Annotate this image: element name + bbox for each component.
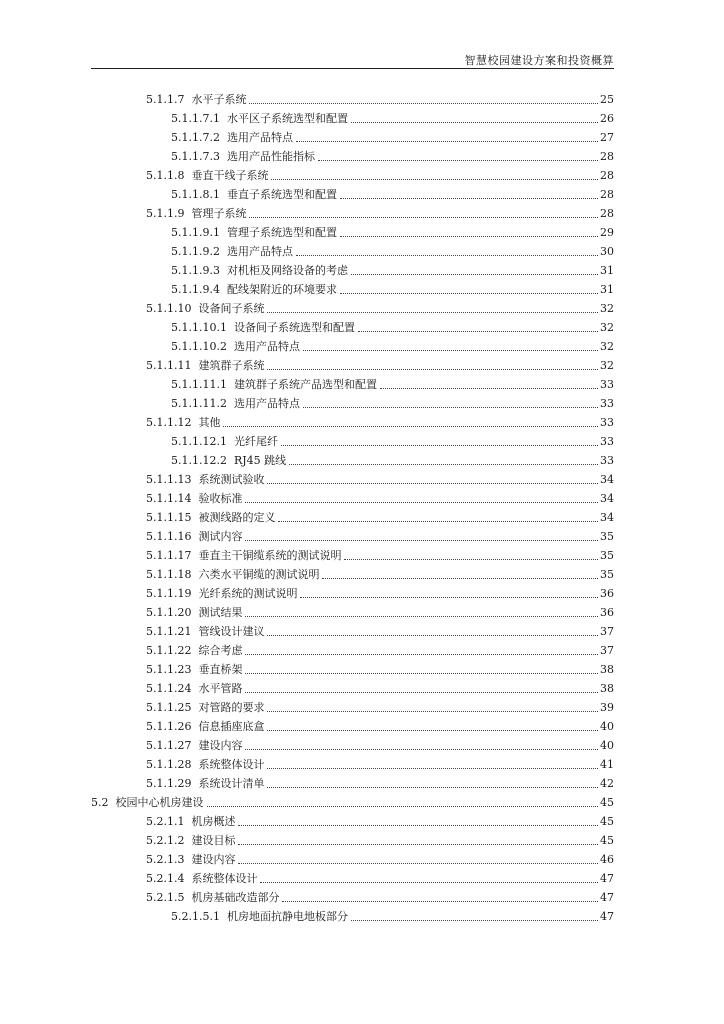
toc-page-number: 33 [600, 416, 614, 429]
toc-entry-number: 5.1.1.16 [146, 530, 192, 543]
toc-entry-number: 5.1.1.24 [146, 682, 192, 695]
toc-entry-number: 5.1.1.15 [146, 511, 192, 524]
toc-entry[interactable] [171, 373, 614, 392]
toc-dot-leader [223, 426, 598, 427]
toc-entry-number: 5.2.1.5 [146, 891, 185, 904]
toc-page-number: 39 [600, 701, 614, 714]
toc-entry-label [146, 416, 220, 430]
toc-entry-title: 管线设计建议 [198, 625, 265, 638]
toc-entry-label [171, 112, 348, 126]
toc-entry-label [171, 435, 278, 449]
toc-entry-label [146, 492, 242, 506]
toc-entry-title: 系统整体设计 [191, 872, 258, 885]
toc-entry-label [146, 606, 242, 620]
toc-entry-label [146, 891, 279, 905]
toc-entry-title: 选用产品特点 [233, 397, 300, 410]
toc-entry[interactable] [146, 715, 614, 734]
toc-entry[interactable] [171, 145, 614, 164]
toc-entry[interactable] [146, 734, 614, 753]
toc-entry-number: 5.1.1.21 [146, 625, 192, 638]
toc-entry-label [146, 473, 264, 487]
toc-entry-title: 设备间子系统 [198, 302, 265, 315]
toc-entry-label [146, 663, 242, 677]
toc-page-number: 33 [600, 454, 614, 467]
toc-dot-leader [296, 141, 598, 142]
toc-entry[interactable] [171, 335, 614, 354]
toc-entry-number: 5.1.1.23 [146, 663, 192, 676]
toc-entry[interactable] [146, 658, 614, 677]
toc-dot-leader [245, 692, 598, 693]
toc-entry-label [146, 758, 264, 772]
toc-page-number: 38 [600, 663, 614, 676]
toc-entry-number: 5.1.1.28 [146, 758, 192, 771]
toc-page-number: 35 [600, 549, 614, 562]
toc-dot-leader [249, 217, 598, 218]
toc-page-number: 34 [600, 492, 614, 505]
toc-entry[interactable] [146, 601, 614, 620]
toc-dot-leader [267, 635, 598, 636]
toc-entry-title: 选用产品性能指标 [226, 150, 315, 163]
toc-entry-label [171, 340, 300, 354]
toc-entry-label [146, 93, 246, 107]
toc-entry-title: 系统测试验收 [198, 473, 265, 486]
toc-entry-title: 垂直桥架 [198, 663, 243, 676]
toc-entry[interactable] [171, 221, 614, 240]
toc-entry-title: 光纤系统的测试说明 [198, 587, 298, 600]
toc-page-number: 33 [600, 435, 614, 448]
toc-page-number: 32 [600, 302, 614, 315]
toc-dot-leader [245, 673, 598, 674]
toc-page-number: 33 [600, 378, 614, 391]
toc-page-number: 47 [600, 910, 614, 923]
toc-entry-label [146, 720, 264, 734]
toc-page-number: 45 [600, 796, 614, 809]
toc-page-number: 33 [600, 397, 614, 410]
toc-entry[interactable] [146, 620, 614, 639]
toc-entry[interactable] [171, 183, 614, 202]
toc-dot-leader [245, 616, 598, 617]
toc-entry-title: 系统设计清单 [198, 777, 265, 790]
toc-page-number: 34 [600, 473, 614, 486]
toc-dot-leader [380, 388, 598, 389]
toc-entry[interactable] [146, 696, 614, 715]
toc-dot-leader [245, 540, 598, 541]
toc-entry-title: 被测线路的定义 [198, 511, 276, 524]
toc-entry[interactable] [91, 791, 614, 810]
toc-dot-leader [340, 236, 598, 237]
toc-entry-title: 机房概述 [191, 815, 236, 828]
toc-entry-title: 建设目标 [191, 834, 236, 847]
toc-entry-title: 垂直干线子系统 [191, 169, 269, 182]
toc-entry[interactable] [146, 563, 614, 582]
toc-dot-leader [238, 844, 598, 845]
toc-entry-number: 5.2.1.2 [146, 834, 185, 847]
toc-entry-number: 5.1.1.10.1 [171, 321, 227, 334]
toc-dot-leader [267, 711, 598, 712]
toc-entry-number: 5.1.1.14 [146, 492, 192, 505]
toc-entry-label [146, 739, 242, 753]
toc-entry-title: 信息插座底盒 [198, 720, 265, 733]
toc-entry-title: 垂直子系统选型和配置 [226, 188, 337, 201]
toc-entry-title: 系统整体设计 [198, 758, 265, 771]
toc-entry-number: 5.1.1.11.2 [171, 397, 227, 410]
toc-entry-label [146, 853, 235, 867]
toc-entry-label [146, 872, 257, 886]
toc-entry[interactable] [171, 392, 614, 411]
toc-entry-title: 其他 [198, 416, 221, 429]
document-title: 智慧校园建设方案和投资概算 [464, 54, 614, 67]
toc-dot-leader [260, 882, 598, 883]
toc-dot-leader [267, 730, 598, 731]
toc-entry-number: 5.1.1.27 [146, 739, 192, 752]
toc-entry-number: 5.1.1.12.1 [171, 435, 227, 448]
toc-entry-label [146, 207, 246, 221]
toc-entry-title: 设备间子系统选型和配置 [233, 321, 355, 334]
toc-dot-leader [267, 483, 598, 484]
toc-entry-number: 5.1.1.9.1 [171, 226, 220, 239]
toc-dot-leader [267, 369, 598, 370]
toc-entry-label [146, 359, 264, 373]
toc-entry-title: RJ45 跳线 [233, 454, 287, 467]
toc-page-number: 40 [600, 739, 614, 752]
toc-dot-leader [267, 768, 598, 769]
toc-entry-title: 机房基础改造部分 [191, 891, 280, 904]
toc-entry[interactable] [146, 810, 614, 829]
toc-entry-title: 六类水平铜缆的测试说明 [198, 568, 320, 581]
toc-entry[interactable] [171, 107, 614, 126]
toc-dot-leader [303, 350, 598, 351]
toc-entry-number: 5.1.1.13 [146, 473, 192, 486]
toc-dot-leader [351, 274, 598, 275]
toc-entry-label [171, 264, 348, 278]
toc-entry-label [171, 283, 337, 297]
toc-entry-number: 5.2.1.4 [146, 872, 185, 885]
toc-entry-title: 校园中心机房建设 [115, 796, 204, 809]
toc-entry-title: 机房地面抗静电地板部分 [226, 910, 348, 923]
toc-entry[interactable] [146, 544, 614, 563]
toc-entry[interactable] [146, 202, 614, 221]
toc-page-number: 31 [600, 283, 614, 296]
toc-entry-number: 5.2 [91, 796, 109, 809]
toc-entry[interactable] [146, 639, 614, 658]
toc-entry-number: 5.1.1.7 [146, 93, 185, 106]
toc-entry-label [146, 530, 242, 544]
toc-entry-label [171, 378, 377, 392]
toc-entry[interactable] [146, 582, 614, 601]
toc-page-number: 25 [600, 93, 614, 106]
toc-entry[interactable] [171, 259, 614, 278]
toc-entry-title: 选用产品特点 [226, 245, 293, 258]
toc-entry[interactable] [146, 677, 614, 696]
toc-page-number: 30 [600, 245, 614, 258]
toc-entry-title: 管理子系统 [191, 207, 247, 220]
toc-entry-label [171, 245, 293, 259]
toc-entry-number: 5.1.1.12 [146, 416, 192, 429]
toc-entry-label [146, 511, 275, 525]
toc-entry-title: 选用产品特点 [233, 340, 300, 353]
toc-page-number: 45 [600, 815, 614, 828]
toc-page-number: 29 [600, 226, 614, 239]
toc-entry-number: 5.1.1.26 [146, 720, 192, 733]
toc-entry-title: 测试内容 [198, 530, 243, 543]
toc-entry-label [171, 226, 337, 240]
toc-entry-number: 5.1.1.19 [146, 587, 192, 600]
toc-page-number: 34 [600, 511, 614, 524]
toc-dot-leader [282, 901, 598, 902]
toc-page-number: 42 [600, 777, 614, 790]
toc-entry-number: 5.1.1.7.1 [171, 112, 220, 125]
toc-dot-leader [245, 502, 598, 503]
toc-page-number: 37 [600, 644, 614, 657]
toc-entry-label [146, 834, 235, 848]
toc-page-number: 32 [600, 340, 614, 353]
toc-page-number: 41 [600, 758, 614, 771]
toc-dot-leader [300, 597, 598, 598]
toc-entry[interactable] [146, 411, 614, 430]
toc-entry-number: 5.1.1.11 [146, 359, 192, 372]
toc-page-number: 28 [600, 188, 614, 201]
toc-entry-number: 5.1.1.9 [146, 207, 185, 220]
toc-entry-label [91, 796, 204, 810]
toc-entry-number: 5.1.1.10 [146, 302, 192, 315]
toc-entry-label [171, 454, 286, 468]
toc-entry[interactable] [146, 487, 614, 506]
toc-entry-label [146, 701, 264, 715]
toc-page-number: 31 [600, 264, 614, 277]
toc-entry-number: 5.1.1.25 [146, 701, 192, 714]
toc-entry-number: 5.2.1.3 [146, 853, 185, 866]
toc-entry[interactable] [146, 829, 614, 848]
toc-entry[interactable] [146, 772, 614, 791]
toc-page-number: 38 [600, 682, 614, 695]
toc-dot-leader [238, 825, 598, 826]
toc-entry-number: 5.1.1.11.1 [171, 378, 227, 391]
toc-entry-label [146, 169, 268, 183]
toc-entry-label [171, 131, 293, 145]
toc-page-number: 32 [600, 359, 614, 372]
toc-page-number: 36 [600, 606, 614, 619]
toc-entry[interactable] [146, 867, 614, 886]
toc-entry-title: 光纤尾纤 [233, 435, 278, 448]
toc-entry-title: 选用产品特点 [226, 131, 293, 144]
toc-dot-leader [267, 787, 598, 788]
toc-entry-title: 水平子系统 [191, 93, 247, 106]
toc-entry-label [146, 549, 341, 563]
toc-entry[interactable] [146, 164, 614, 183]
toc-entry-number: 5.1.1.17 [146, 549, 192, 562]
toc-entry-number: 5.1.1.9.4 [171, 283, 220, 296]
toc-entry-number: 5.1.1.18 [146, 568, 192, 581]
toc-entry-title: 建筑群子系统产品选型和配置 [233, 378, 377, 391]
toc-entry-title: 管理子系统选型和配置 [226, 226, 337, 239]
toc-entry-label [146, 625, 264, 639]
toc-entry-label [146, 777, 264, 791]
toc-page-number: 28 [600, 150, 614, 163]
toc-entry-label [171, 397, 300, 411]
toc-page-number: 28 [600, 169, 614, 182]
toc-entry[interactable] [146, 753, 614, 772]
toc-dot-leader [322, 578, 598, 579]
toc-page-number: 40 [600, 720, 614, 733]
toc-entry-number: 5.1.1.9.2 [171, 245, 220, 258]
toc-entry[interactable] [171, 240, 614, 259]
toc-entry-title: 综合考虑 [198, 644, 243, 657]
toc-entry-number: 5.1.1.9.3 [171, 264, 220, 277]
toc-dot-leader [278, 521, 598, 522]
toc-entry-label [146, 302, 264, 316]
toc-dot-leader [340, 198, 598, 199]
toc-entry-title: 水平区子系统选型和配置 [226, 112, 348, 125]
toc-entry[interactable] [146, 506, 614, 525]
toc-entry-number: 5.1.1.29 [146, 777, 192, 790]
toc-dot-leader [245, 654, 598, 655]
toc-entry-title: 测试结果 [198, 606, 243, 619]
toc-entry-label [146, 644, 242, 658]
toc-entry-number: 5.1.1.12.2 [171, 454, 227, 467]
toc-dot-leader [303, 407, 598, 408]
toc-entry[interactable] [146, 297, 614, 316]
header-divider [91, 68, 614, 69]
toc-dot-leader [245, 749, 598, 750]
toc-page-number: 26 [600, 112, 614, 125]
toc-entry-number: 5.1.1.22 [146, 644, 192, 657]
toc-dot-leader [238, 863, 598, 864]
toc-page-number: 27 [600, 131, 614, 144]
toc-page-number: 35 [600, 530, 614, 543]
toc-dot-leader [344, 559, 598, 560]
toc-page-number: 47 [600, 891, 614, 904]
toc-dot-leader [289, 464, 598, 465]
toc-entry[interactable] [146, 88, 614, 107]
toc-page-number: 47 [600, 872, 614, 885]
toc-entry-title: 对管路的要求 [198, 701, 265, 714]
toc-dot-leader [207, 806, 599, 807]
toc-entry-label [146, 682, 242, 696]
toc-entry-label [171, 188, 337, 202]
toc-entry-number: 5.1.1.7.3 [171, 150, 220, 163]
toc-dot-leader [281, 445, 598, 446]
toc-entry-label [146, 815, 235, 829]
toc-entry-label [171, 321, 355, 335]
toc-dot-leader [296, 255, 598, 256]
toc-entry-label [171, 150, 315, 164]
toc-entry[interactable] [171, 126, 614, 145]
toc-entry-number: 5.1.1.8 [146, 169, 185, 182]
toc-entry-title: 水平管路 [198, 682, 243, 695]
toc-dot-leader [267, 312, 598, 313]
toc-entry-number: 5.1.1.8.1 [171, 188, 220, 201]
toc-dot-leader [271, 179, 598, 180]
toc-entry-number: 5.1.1.7.2 [171, 131, 220, 144]
toc-entry[interactable] [171, 905, 614, 924]
toc-dot-leader [340, 293, 598, 294]
toc-entry[interactable] [146, 848, 614, 867]
toc-entry-number: 5.2.1.5.1 [171, 910, 220, 923]
toc-entry[interactable] [146, 468, 614, 487]
toc-dot-leader [351, 122, 598, 123]
toc-entry-title: 建设内容 [191, 853, 236, 866]
toc-entry[interactable] [171, 278, 614, 297]
toc-page-number: 36 [600, 587, 614, 600]
toc-entry-label [146, 568, 319, 582]
toc-page-number: 46 [600, 853, 614, 866]
toc-entry-number: 5.2.1.1 [146, 815, 185, 828]
toc-entry[interactable] [171, 316, 614, 335]
toc-dot-leader [249, 103, 598, 104]
toc-entry[interactable] [146, 886, 614, 905]
toc-entry[interactable] [146, 525, 614, 544]
toc-dot-leader [318, 160, 598, 161]
toc-entry-title: 建筑群子系统 [198, 359, 265, 372]
toc-entry-title: 建设内容 [198, 739, 243, 752]
toc-page-number: 37 [600, 625, 614, 638]
toc-entry[interactable] [146, 354, 614, 373]
toc-entry[interactable] [171, 449, 614, 468]
toc-page-number: 45 [600, 834, 614, 847]
toc-entry-number: 5.1.1.20 [146, 606, 192, 619]
toc-dot-leader [358, 331, 598, 332]
toc-entry-number: 5.1.1.10.2 [171, 340, 227, 353]
toc-entry-title: 对机柜及网络设备的考虑 [226, 264, 348, 277]
toc-page-number: 32 [600, 321, 614, 334]
toc-entry-title: 验收标准 [198, 492, 243, 505]
toc-entry-label [146, 587, 297, 601]
toc-entry[interactable] [171, 430, 614, 449]
toc-entry-title: 配线架附近的环境要求 [226, 283, 337, 296]
toc-entry-title: 垂直主干铜缆系统的测试说明 [198, 549, 342, 562]
toc-dot-leader [351, 920, 598, 921]
toc-page-number: 35 [600, 568, 614, 581]
toc-entry-label [171, 910, 348, 924]
toc-page-number: 28 [600, 207, 614, 220]
